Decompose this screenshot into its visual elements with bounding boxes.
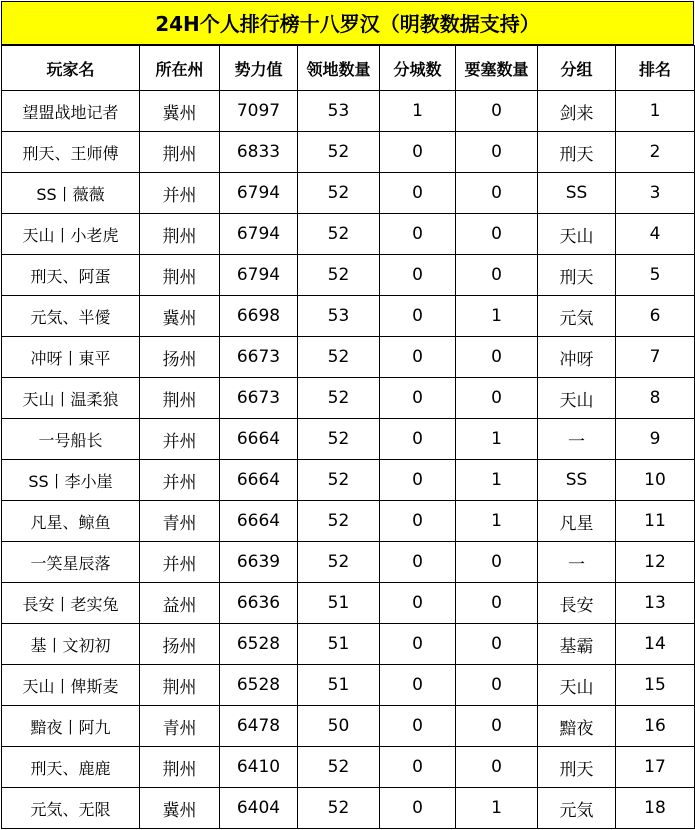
cell-state: 青州 bbox=[140, 706, 220, 747]
table-row bbox=[2, 214, 695, 255]
cell-fortresses: 0 bbox=[456, 214, 538, 255]
cell-territory: 51 bbox=[298, 624, 380, 665]
cell-rank: 10 bbox=[616, 460, 695, 501]
cell-territory: 52 bbox=[298, 132, 380, 173]
cell-power: 6478 bbox=[220, 706, 298, 747]
cell-state: 益州 bbox=[140, 583, 220, 624]
table-row bbox=[2, 91, 695, 132]
cell-player-name: 長安丨老实兔 bbox=[2, 583, 140, 624]
cell-rank: 4 bbox=[616, 214, 695, 255]
column-header-group: 分组 bbox=[538, 46, 616, 91]
cell-fortresses: 0 bbox=[456, 542, 538, 583]
cell-player-name: 元気、半僾 bbox=[2, 296, 140, 337]
cell-branch-cities: 0 bbox=[380, 747, 456, 788]
cell-territory: 52 bbox=[298, 419, 380, 460]
table-row bbox=[2, 583, 695, 624]
cell-branch-cities: 0 bbox=[380, 542, 456, 583]
cell-player-name: SS丨李小崖 bbox=[2, 460, 140, 501]
cell-fortresses: 0 bbox=[456, 665, 538, 706]
cell-rank: 6 bbox=[616, 296, 695, 337]
cell-state: 青州 bbox=[140, 501, 220, 542]
cell-group: 天山 bbox=[538, 665, 616, 706]
cell-power: 6673 bbox=[220, 337, 298, 378]
cell-player-name: 元気、无限 bbox=[2, 788, 140, 829]
cell-rank: 14 bbox=[616, 624, 695, 665]
cell-fortresses: 0 bbox=[456, 747, 538, 788]
cell-fortresses: 0 bbox=[456, 706, 538, 747]
cell-player-name: SS丨薇薇 bbox=[2, 173, 140, 214]
sheet-title: 24H个人排行榜十八罗汉（明教数据支持） bbox=[1, 1, 694, 45]
table-row bbox=[2, 501, 695, 542]
cell-group: SS bbox=[538, 173, 616, 214]
table-row bbox=[2, 788, 695, 829]
column-header-rank: 排名 bbox=[616, 46, 695, 91]
cell-player-name: 天山丨小老虎 bbox=[2, 214, 140, 255]
cell-fortresses: 0 bbox=[456, 132, 538, 173]
cell-group: 冲呀 bbox=[538, 337, 616, 378]
cell-power: 6794 bbox=[220, 255, 298, 296]
table-row bbox=[2, 132, 695, 173]
cell-state: 荆州 bbox=[140, 255, 220, 296]
table-row bbox=[2, 296, 695, 337]
cell-rank: 2 bbox=[616, 132, 695, 173]
cell-power: 6639 bbox=[220, 542, 298, 583]
cell-fortresses: 1 bbox=[456, 419, 538, 460]
cell-rank: 3 bbox=[616, 173, 695, 214]
cell-player-name: 刑天、王师傅 bbox=[2, 132, 140, 173]
table-row bbox=[2, 624, 695, 665]
cell-state: 并州 bbox=[140, 460, 220, 501]
table-row bbox=[2, 255, 695, 296]
cell-rank: 18 bbox=[616, 788, 695, 829]
cell-territory: 52 bbox=[298, 378, 380, 419]
cell-fortresses: 1 bbox=[456, 788, 538, 829]
column-header-fortresses: 要塞数量 bbox=[456, 46, 538, 91]
cell-rank: 9 bbox=[616, 419, 695, 460]
cell-group: 刑天 bbox=[538, 255, 616, 296]
cell-group: 天山 bbox=[538, 378, 616, 419]
cell-group: 一 bbox=[538, 542, 616, 583]
table-row bbox=[2, 337, 695, 378]
cell-territory: 52 bbox=[298, 460, 380, 501]
cell-power: 6833 bbox=[220, 132, 298, 173]
cell-group: 長安 bbox=[538, 583, 616, 624]
cell-power: 6404 bbox=[220, 788, 298, 829]
cell-power: 6698 bbox=[220, 296, 298, 337]
cell-power: 6794 bbox=[220, 173, 298, 214]
cell-state: 荆州 bbox=[140, 747, 220, 788]
cell-territory: 53 bbox=[298, 296, 380, 337]
cell-branch-cities: 0 bbox=[380, 337, 456, 378]
cell-branch-cities: 0 bbox=[380, 583, 456, 624]
cell-state: 冀州 bbox=[140, 91, 220, 132]
ranking-table bbox=[1, 45, 695, 829]
cell-rank: 13 bbox=[616, 583, 695, 624]
cell-state: 荆州 bbox=[140, 665, 220, 706]
table-row bbox=[2, 460, 695, 501]
table-row bbox=[2, 378, 695, 419]
cell-power: 6673 bbox=[220, 378, 298, 419]
cell-branch-cities: 0 bbox=[380, 255, 456, 296]
cell-player-name: 刑天、阿蛋 bbox=[2, 255, 140, 296]
ranking-sheet bbox=[1, 1, 694, 829]
cell-rank: 8 bbox=[616, 378, 695, 419]
cell-group: 元気 bbox=[538, 296, 616, 337]
cell-player-name: 一号船长 bbox=[2, 419, 140, 460]
cell-territory: 53 bbox=[298, 91, 380, 132]
cell-territory: 52 bbox=[298, 337, 380, 378]
cell-state: 荆州 bbox=[140, 214, 220, 255]
cell-branch-cities: 0 bbox=[380, 419, 456, 460]
cell-rank: 11 bbox=[616, 501, 695, 542]
table-row bbox=[2, 173, 695, 214]
cell-branch-cities: 0 bbox=[380, 378, 456, 419]
cell-fortresses: 1 bbox=[456, 296, 538, 337]
cell-rank: 15 bbox=[616, 665, 695, 706]
table-row bbox=[2, 419, 695, 460]
column-header-player: 玩家名 bbox=[2, 46, 140, 91]
cell-branch-cities: 0 bbox=[380, 706, 456, 747]
cell-power: 6528 bbox=[220, 624, 298, 665]
cell-state: 并州 bbox=[140, 173, 220, 214]
column-header-branch-cities: 分城数 bbox=[380, 46, 456, 91]
cell-branch-cities: 0 bbox=[380, 132, 456, 173]
cell-group: 凡星 bbox=[538, 501, 616, 542]
cell-state: 荆州 bbox=[140, 132, 220, 173]
cell-player-name: 望盟战地记者 bbox=[2, 91, 140, 132]
cell-territory: 50 bbox=[298, 706, 380, 747]
cell-power: 6528 bbox=[220, 665, 298, 706]
cell-fortresses: 0 bbox=[456, 583, 538, 624]
column-header-power: 势力值 bbox=[220, 46, 298, 91]
cell-group: 一 bbox=[538, 419, 616, 460]
cell-state: 扬州 bbox=[140, 337, 220, 378]
cell-player-name: 冲呀丨東平 bbox=[2, 337, 140, 378]
cell-group: 基霸 bbox=[538, 624, 616, 665]
cell-branch-cities: 1 bbox=[380, 91, 456, 132]
cell-power: 6664 bbox=[220, 460, 298, 501]
cell-player-name: 基丨文初初 bbox=[2, 624, 140, 665]
cell-branch-cities: 0 bbox=[380, 173, 456, 214]
cell-group: 天山 bbox=[538, 214, 616, 255]
cell-power: 6794 bbox=[220, 214, 298, 255]
cell-player-name: 凡星、鲸鱼 bbox=[2, 501, 140, 542]
cell-state: 冀州 bbox=[140, 296, 220, 337]
cell-rank: 16 bbox=[616, 706, 695, 747]
cell-player-name: 天山丨温柔狼 bbox=[2, 378, 140, 419]
cell-territory: 51 bbox=[298, 665, 380, 706]
cell-power: 6664 bbox=[220, 419, 298, 460]
cell-territory: 52 bbox=[298, 255, 380, 296]
cell-territory: 51 bbox=[298, 583, 380, 624]
cell-power: 6664 bbox=[220, 501, 298, 542]
cell-group: 元気 bbox=[538, 788, 616, 829]
cell-fortresses: 0 bbox=[456, 91, 538, 132]
cell-player-name: 一笑星辰落 bbox=[2, 542, 140, 583]
cell-territory: 52 bbox=[298, 542, 380, 583]
cell-player-name: 刑天、鹿鹿 bbox=[2, 747, 140, 788]
cell-rank: 17 bbox=[616, 747, 695, 788]
cell-fortresses: 0 bbox=[456, 624, 538, 665]
cell-state: 荆州 bbox=[140, 378, 220, 419]
cell-branch-cities: 0 bbox=[380, 214, 456, 255]
cell-power: 7097 bbox=[220, 91, 298, 132]
column-header-state: 所在州 bbox=[140, 46, 220, 91]
cell-rank: 1 bbox=[616, 91, 695, 132]
cell-branch-cities: 0 bbox=[380, 501, 456, 542]
cell-branch-cities: 0 bbox=[380, 296, 456, 337]
cell-territory: 52 bbox=[298, 747, 380, 788]
cell-rank: 12 bbox=[616, 542, 695, 583]
cell-territory: 52 bbox=[298, 501, 380, 542]
table-header-row bbox=[2, 46, 695, 91]
cell-fortresses: 0 bbox=[456, 255, 538, 296]
cell-fortresses: 0 bbox=[456, 337, 538, 378]
cell-group: 剑来 bbox=[538, 91, 616, 132]
column-header-territory: 领地数量 bbox=[298, 46, 380, 91]
table-row bbox=[2, 542, 695, 583]
cell-player-name: 天山丨俾斯麦 bbox=[2, 665, 140, 706]
cell-group: 黯夜 bbox=[538, 706, 616, 747]
table-row bbox=[2, 706, 695, 747]
cell-fortresses: 1 bbox=[456, 501, 538, 542]
cell-territory: 52 bbox=[298, 173, 380, 214]
cell-group: 刑天 bbox=[538, 132, 616, 173]
cell-branch-cities: 0 bbox=[380, 460, 456, 501]
cell-branch-cities: 0 bbox=[380, 788, 456, 829]
cell-branch-cities: 0 bbox=[380, 624, 456, 665]
cell-state: 并州 bbox=[140, 419, 220, 460]
table-row bbox=[2, 665, 695, 706]
cell-state: 冀州 bbox=[140, 788, 220, 829]
cell-player-name: 黯夜丨阿九 bbox=[2, 706, 140, 747]
cell-rank: 7 bbox=[616, 337, 695, 378]
cell-rank: 5 bbox=[616, 255, 695, 296]
cell-power: 6636 bbox=[220, 583, 298, 624]
cell-territory: 52 bbox=[298, 214, 380, 255]
cell-territory: 52 bbox=[298, 788, 380, 829]
cell-group: 刑天 bbox=[538, 747, 616, 788]
cell-state: 并州 bbox=[140, 542, 220, 583]
cell-state: 扬州 bbox=[140, 624, 220, 665]
cell-fortresses: 0 bbox=[456, 173, 538, 214]
cell-fortresses: 0 bbox=[456, 378, 538, 419]
table-row bbox=[2, 747, 695, 788]
cell-fortresses: 1 bbox=[456, 460, 538, 501]
cell-branch-cities: 0 bbox=[380, 665, 456, 706]
cell-power: 6410 bbox=[220, 747, 298, 788]
cell-group: SS bbox=[538, 460, 616, 501]
